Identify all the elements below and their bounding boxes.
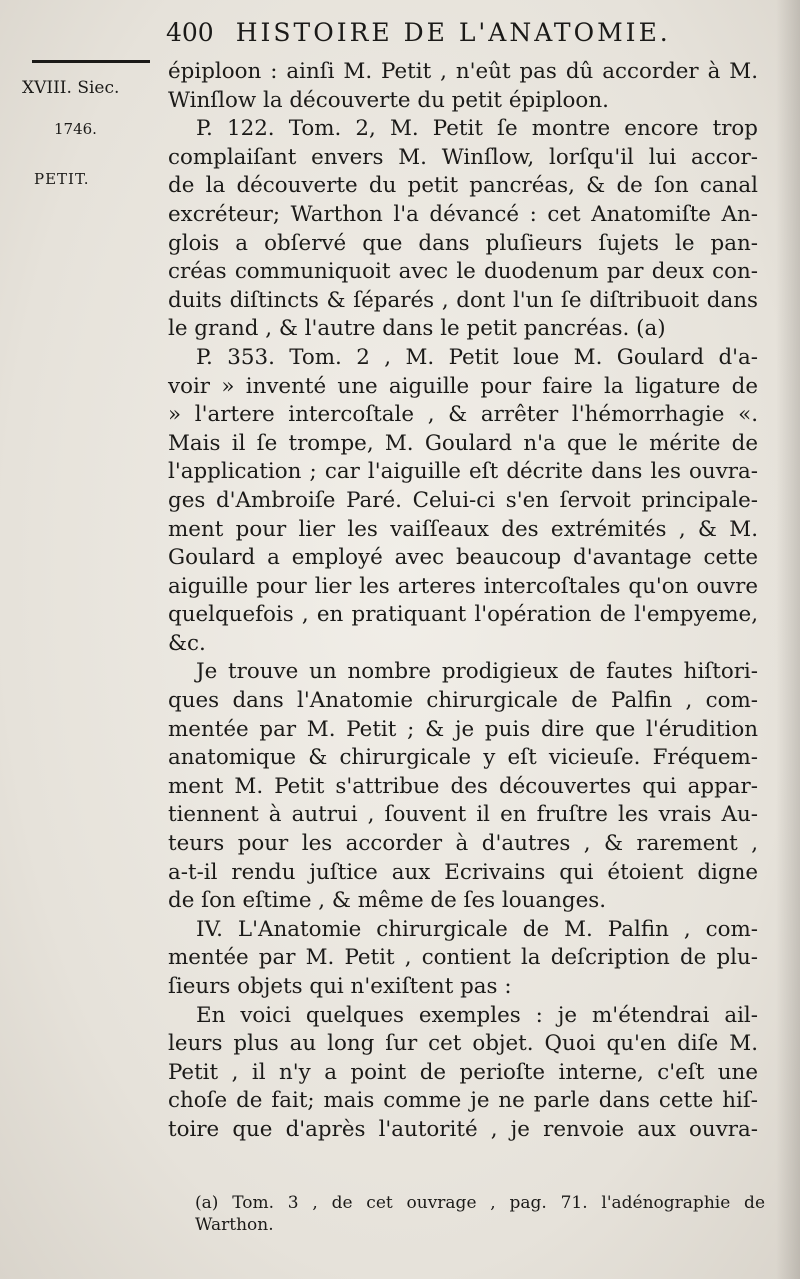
text-line: excréteur; Warthon l'a dévancé : cet Anatomiſte An- bbox=[168, 201, 758, 227]
text-line: tiennent à autrui , ſouvent il en fruſtre les vrais Au- bbox=[168, 802, 758, 828]
text-line: Je trouve un nombre prodigieux de fautes hiſtori- bbox=[196, 659, 758, 685]
text-line: anatomique & chirurgicale y eſt vicieuſe. Fréquem- bbox=[168, 745, 758, 771]
page-gutter-shadow bbox=[776, 0, 800, 1279]
text-line: mentée par M. Petit , contient la deſcription de plu- bbox=[168, 945, 758, 971]
text-line: leurs plus au long ſur cet objet. Quoi qu'en diſe M. bbox=[168, 1031, 758, 1057]
text-line: teurs pour les accorder à d'autres , & rarement , bbox=[168, 831, 758, 857]
text-line: IV. L'Anatomie chirurgicale de M. Palfin , com- bbox=[196, 916, 758, 942]
margin-century: XVIII. Siec. bbox=[22, 78, 120, 98]
text-line: choſe de fait; mais comme je ne parle dans cette hiſ- bbox=[168, 1088, 758, 1114]
text-line: épiploon : ainſi M. Petit , n'eût pas dû accorder à M. bbox=[168, 59, 758, 84]
text-line: quelquefois , en pratiquant l'opération de l'empyeme, bbox=[168, 602, 758, 628]
text-line: En voici quelques exemples : je m'étendrai ail- bbox=[196, 1002, 758, 1028]
footnote-line: Warthon. bbox=[195, 1215, 274, 1235]
text-line: P. 122. Tom. 2, M. Petit ſe montre encore trop bbox=[196, 116, 758, 142]
text-line: toire que d'après l'autorité , je renvoie aux ouvra- bbox=[168, 1116, 758, 1142]
text-line: ques dans l'Anatomie chirurgicale de Palfin , com- bbox=[168, 688, 758, 714]
text-line: ment M. Petit s'attribue des découvertes qui appar- bbox=[168, 773, 758, 799]
text-line: complaiſant envers M. Winſlow, lorſqu'il lui accor- bbox=[168, 144, 758, 170]
text-line: » l'artere intercoſtale , & arrêter l'hémorrhagie «. bbox=[168, 402, 758, 428]
text-line: voir » inventé une aiguille pour faire la ligature de bbox=[168, 373, 758, 399]
text-line: le grand , & l'autre dans le petit pancréas. (a) bbox=[168, 316, 666, 342]
header-rule bbox=[32, 60, 150, 63]
text-line: ges d'Ambroiſe Paré. Celui-ci s'en ſervoit principale- bbox=[168, 487, 758, 513]
text-line: P. 353. Tom. 2 , M. Petit loue M. Goulard d'a- bbox=[196, 344, 758, 370]
text-line: Goulard a employé avec beaucoup d'avantage cette bbox=[168, 545, 758, 571]
text-line: Petit , il n'y a point de perioſte interne, c'eſt une bbox=[168, 1059, 758, 1085]
margin-author: PETIT. bbox=[34, 170, 90, 188]
running-head bbox=[166, 18, 776, 47]
text-line: créas communiquoit avec le duodenum par deux con- bbox=[168, 259, 758, 285]
text-line: aiguille pour lier les arteres intercoſtales qu'on ouvre bbox=[168, 573, 758, 599]
text-line: l'application ; car l'aiguille eſt décrite dans les ouvra- bbox=[168, 459, 758, 485]
text-line: mentée par M. Petit ; & je puis dire que l'érudition bbox=[168, 716, 758, 742]
text-line: Winſlow la découverte du petit épiploon. bbox=[168, 87, 609, 113]
text-line: Mais il ſe trompe, M. Goulard n'a que le mérite de bbox=[168, 430, 758, 456]
text-line: a-t-il rendu juſtice aux Ecrivains qui étoient digne bbox=[168, 859, 758, 885]
text-line: ſieurs objets qui n'exiſtent pas : bbox=[168, 974, 512, 999]
text-line: &c. bbox=[168, 630, 206, 656]
margin-year: 1746. bbox=[54, 120, 97, 138]
body-text bbox=[168, 58, 758, 1145]
footnote bbox=[195, 1192, 765, 1236]
text-line: glois a obſervé que dans pluſieurs ſujets le pan- bbox=[168, 230, 758, 256]
text-line: ment pour lier les vaiſſeaux des extrémités , & M. bbox=[168, 516, 758, 542]
text-line: de ſon eſtime , & même de ſes louanges. bbox=[168, 888, 607, 914]
text-line: duits diſtincts & ſéparés , dont l'un ſe diſtribuoit dans bbox=[168, 287, 758, 313]
text-line: de la découverte du petit pancréas, & de ſon canal bbox=[168, 173, 758, 199]
page-number: 400 bbox=[166, 18, 214, 47]
running-title: HISTOIRE DE L'ANATOMIE. bbox=[235, 18, 671, 47]
footnote-line: (a) Tom. 3 , de cet ouvrage , pag. 71. l'adénographie de bbox=[195, 1193, 765, 1213]
